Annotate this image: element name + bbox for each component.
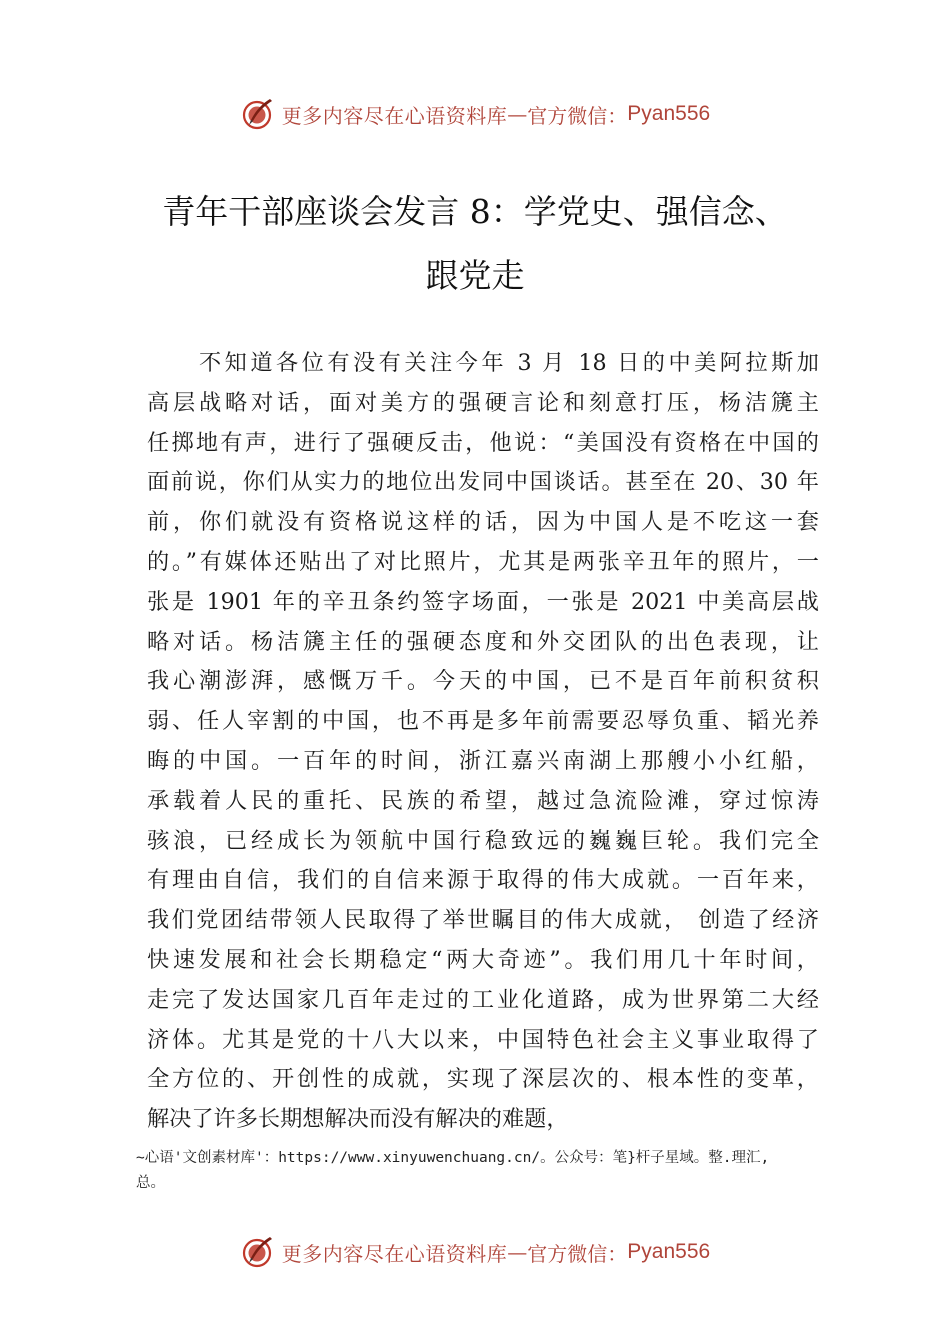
footer-banner (0, 1232, 950, 1272)
banner-wechat-id: Pyan556 (627, 102, 711, 125)
body-line: 弱、任人宰割的中国，也不再是多年前需要忍辱负重、韬光养 (147, 708, 819, 735)
banner-wechat-label: 官方微信： (527, 1241, 628, 1266)
body-line: 晦的中国。一百年的时间，浙江嘉兴南湖上那艘小小红船， (147, 747, 819, 774)
body-line: 济体。尤其是党的十八大以来，中国特色社会主义事业取得了 (147, 1026, 819, 1053)
source-note-line-1: ~心语'文创素材库'：https://www.xinyuwenchuang.cn/。公众号：笔}杆子星域。整.理汇, (136, 1150, 770, 1166)
body-line: 我心潮澎湃，感慨万千。今天的中国，已不是百年前积贫积 (147, 668, 819, 695)
body-line: 走完了发达国家几百年走过的工业化道路，成为世界第二大经 (147, 986, 819, 1013)
banner-tagline: 更多内容尽在心语资料库 (281, 1241, 508, 1266)
body-line: 快速发展和社会长期稳定“两大奇迹”。我们用几十年时间， (147, 946, 819, 973)
header-banner (0, 94, 950, 134)
source-note (136, 1146, 836, 1196)
body-line: 面前说，你们从实力的地位出发同中国谈话。甚至在 20、30 年 (147, 469, 819, 496)
banner-tagline: 更多内容尽在心语资料库 (281, 103, 508, 128)
body-line: 前，你们就没有资格说这样的话，因为中国人是不吃这一套 (147, 509, 819, 536)
source-note-line-2: 总。 (136, 1175, 165, 1191)
body-line: 有理由自信，我们的自信来源于取得的伟大成就。一百年来， (147, 867, 819, 894)
quill-logo-icon (240, 96, 276, 132)
body-line: 骇浪，已经成长为领航中国行稳致远的巍巍巨轮。我们完全 (147, 827, 819, 854)
body-paragraph (147, 344, 819, 1140)
title-line-2: 跟党走 (425, 256, 525, 295)
document-title (140, 180, 810, 308)
body-line: 全方位的、开创性的成就，实现了深层次的、根本性的变革， (147, 1066, 819, 1093)
body-line: 张是 1901 年的辛丑条约签字场面，一张是 2021 中美高层战 (147, 588, 819, 615)
quill-logo-icon (240, 1234, 276, 1270)
body-line: 略对话。杨洁篪主任的强硬态度和外交团队的出色表现，让 (147, 628, 819, 655)
body-line: 高层战略对话，面对美方的强硬言论和刻意打压，杨洁篪主 (147, 389, 819, 416)
body-line: 我们党团结带领人民取得了举世瞩目的伟大成就， 创造了经济 (147, 907, 819, 934)
title-line-1: 青年干部座谈会发言 8：学党史、强信念、 (162, 192, 788, 231)
body-line: 的。”有媒体还贴出了对比照片，尤其是两张辛丑年的照片，一 (147, 548, 819, 575)
body-line: 不知道各位有没有关注今年 3 月 18 日的中美阿拉斯加 (199, 350, 819, 376)
banner-wechat-label: 官方微信： (527, 103, 628, 128)
body-line: 承载着人民的重托、民族的希望，越过急流险滩，穿过惊涛 (147, 787, 819, 814)
body-line: 任掷地有声，进行了强硬反击，他说：“美国没有资格在中国的 (147, 429, 819, 456)
banner-separator: — (507, 102, 528, 126)
body-line: 解决了许多长期想解决而没有解决的难题， (147, 1106, 569, 1133)
banner-wechat-id: Pyan556 (627, 1240, 711, 1263)
banner-separator: — (507, 1240, 528, 1264)
